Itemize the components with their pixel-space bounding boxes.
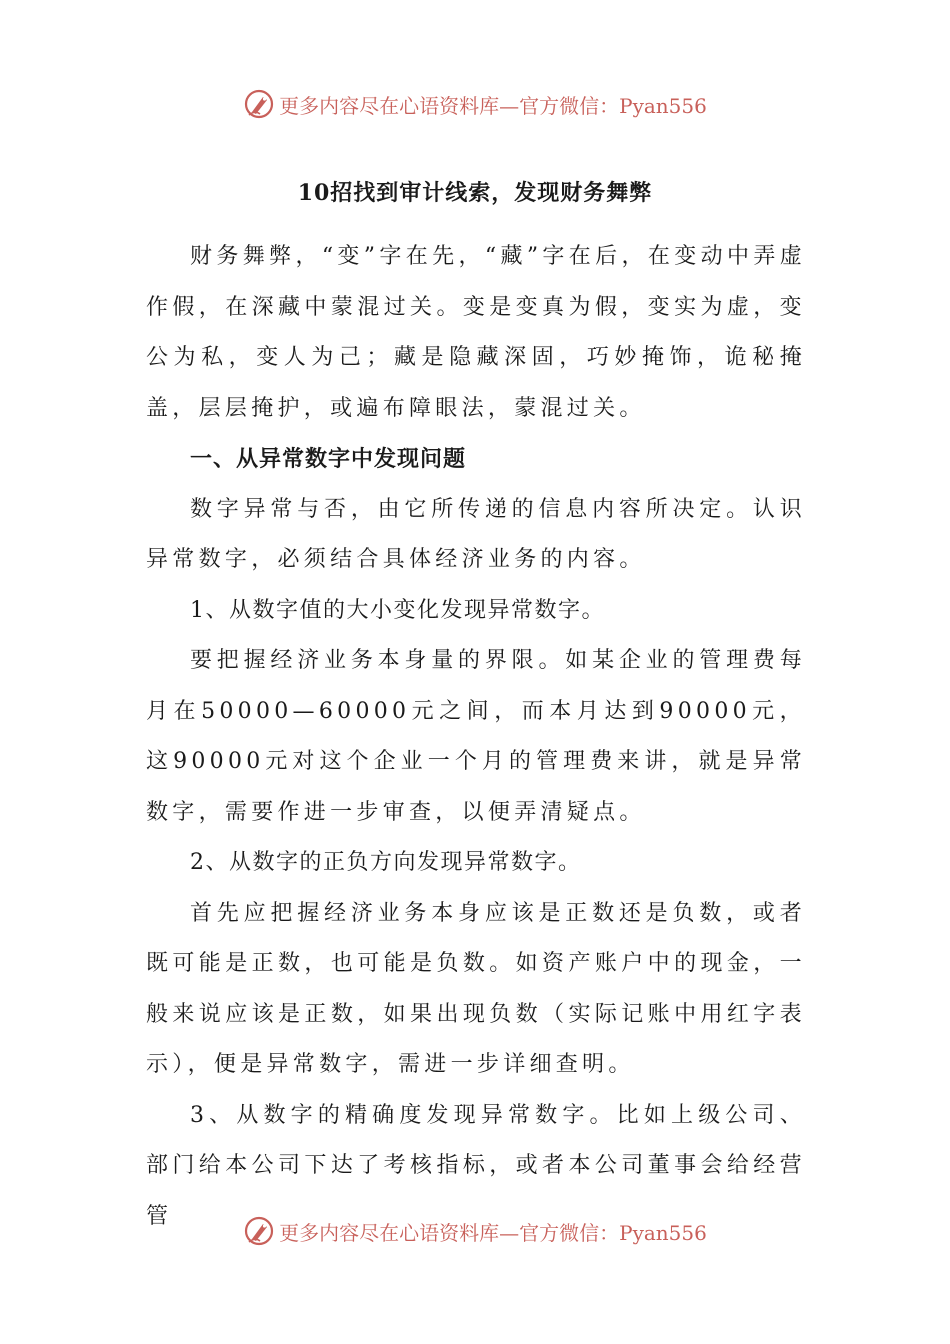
section-heading: 一、从异常数字中发现问题: [190, 446, 467, 472]
watermark-banner-top: [0, 84, 950, 124]
pen-nib-circle-icon: [243, 1215, 275, 1247]
paragraph-item-2: 首先应把握经济业务本身应该是正数还是负数，或者既可能是正数，也可能是负数。如资产账户中的现金，一般来说应该是正数，如果出现负数（实际记账中用红字表示），便是异常数字，需进一步详细查明。: [146, 900, 806, 1077]
paragraph-item-1: 要把握经济业务本身量的界限。如某企业的管理费每月在50000—60000元之间，而本月达到90000元，这90000元对这个企业一个月的管理费来讲，就是异常数字，需要作进一步审查，以便弄清疑点。: [146, 648, 806, 825]
paragraph-item-3: 3、从数字的精确度发现异常数字。比如上级公司、部门给本公司下达了考核指标，或者本公司董事会给经营管: [146, 1102, 806, 1229]
pen-nib-circle-icon: [243, 88, 275, 120]
list-item-1: 1、从数字值的大小变化发现异常数字。: [190, 597, 605, 623]
document-title: 10招找到审计线索，发现财务舞弊: [297, 180, 653, 206]
watermark-text: 更多内容尽在心语资料库—官方微信：Pyan556: [279, 1220, 707, 1245]
list-item-2: 2、从数字的正负方向发现异常数字。: [190, 850, 582, 875]
watermark-text: 更多内容尽在心语资料库—官方微信：Pyan556: [279, 93, 707, 118]
paragraph-intro: 财务舞弊，“变”字在先，“藏”字在后，在变动中弄虚作假，在深藏中蒙混过关。变是变真为假，变实为虚，变公为私，变人为己；藏是隐藏深固，巧妙掩饰，诡秘掩盖，层层掩护，或遍布障眼法，蒙混过关。: [146, 244, 806, 421]
paragraph-section-intro: 数字异常与否，由它所传递的信息内容所决定。认识异常数字，必须结合具体经济业务的内容。: [146, 496, 806, 572]
document-body: [146, 232, 806, 1242]
watermark-banner-bottom: [0, 1211, 950, 1251]
